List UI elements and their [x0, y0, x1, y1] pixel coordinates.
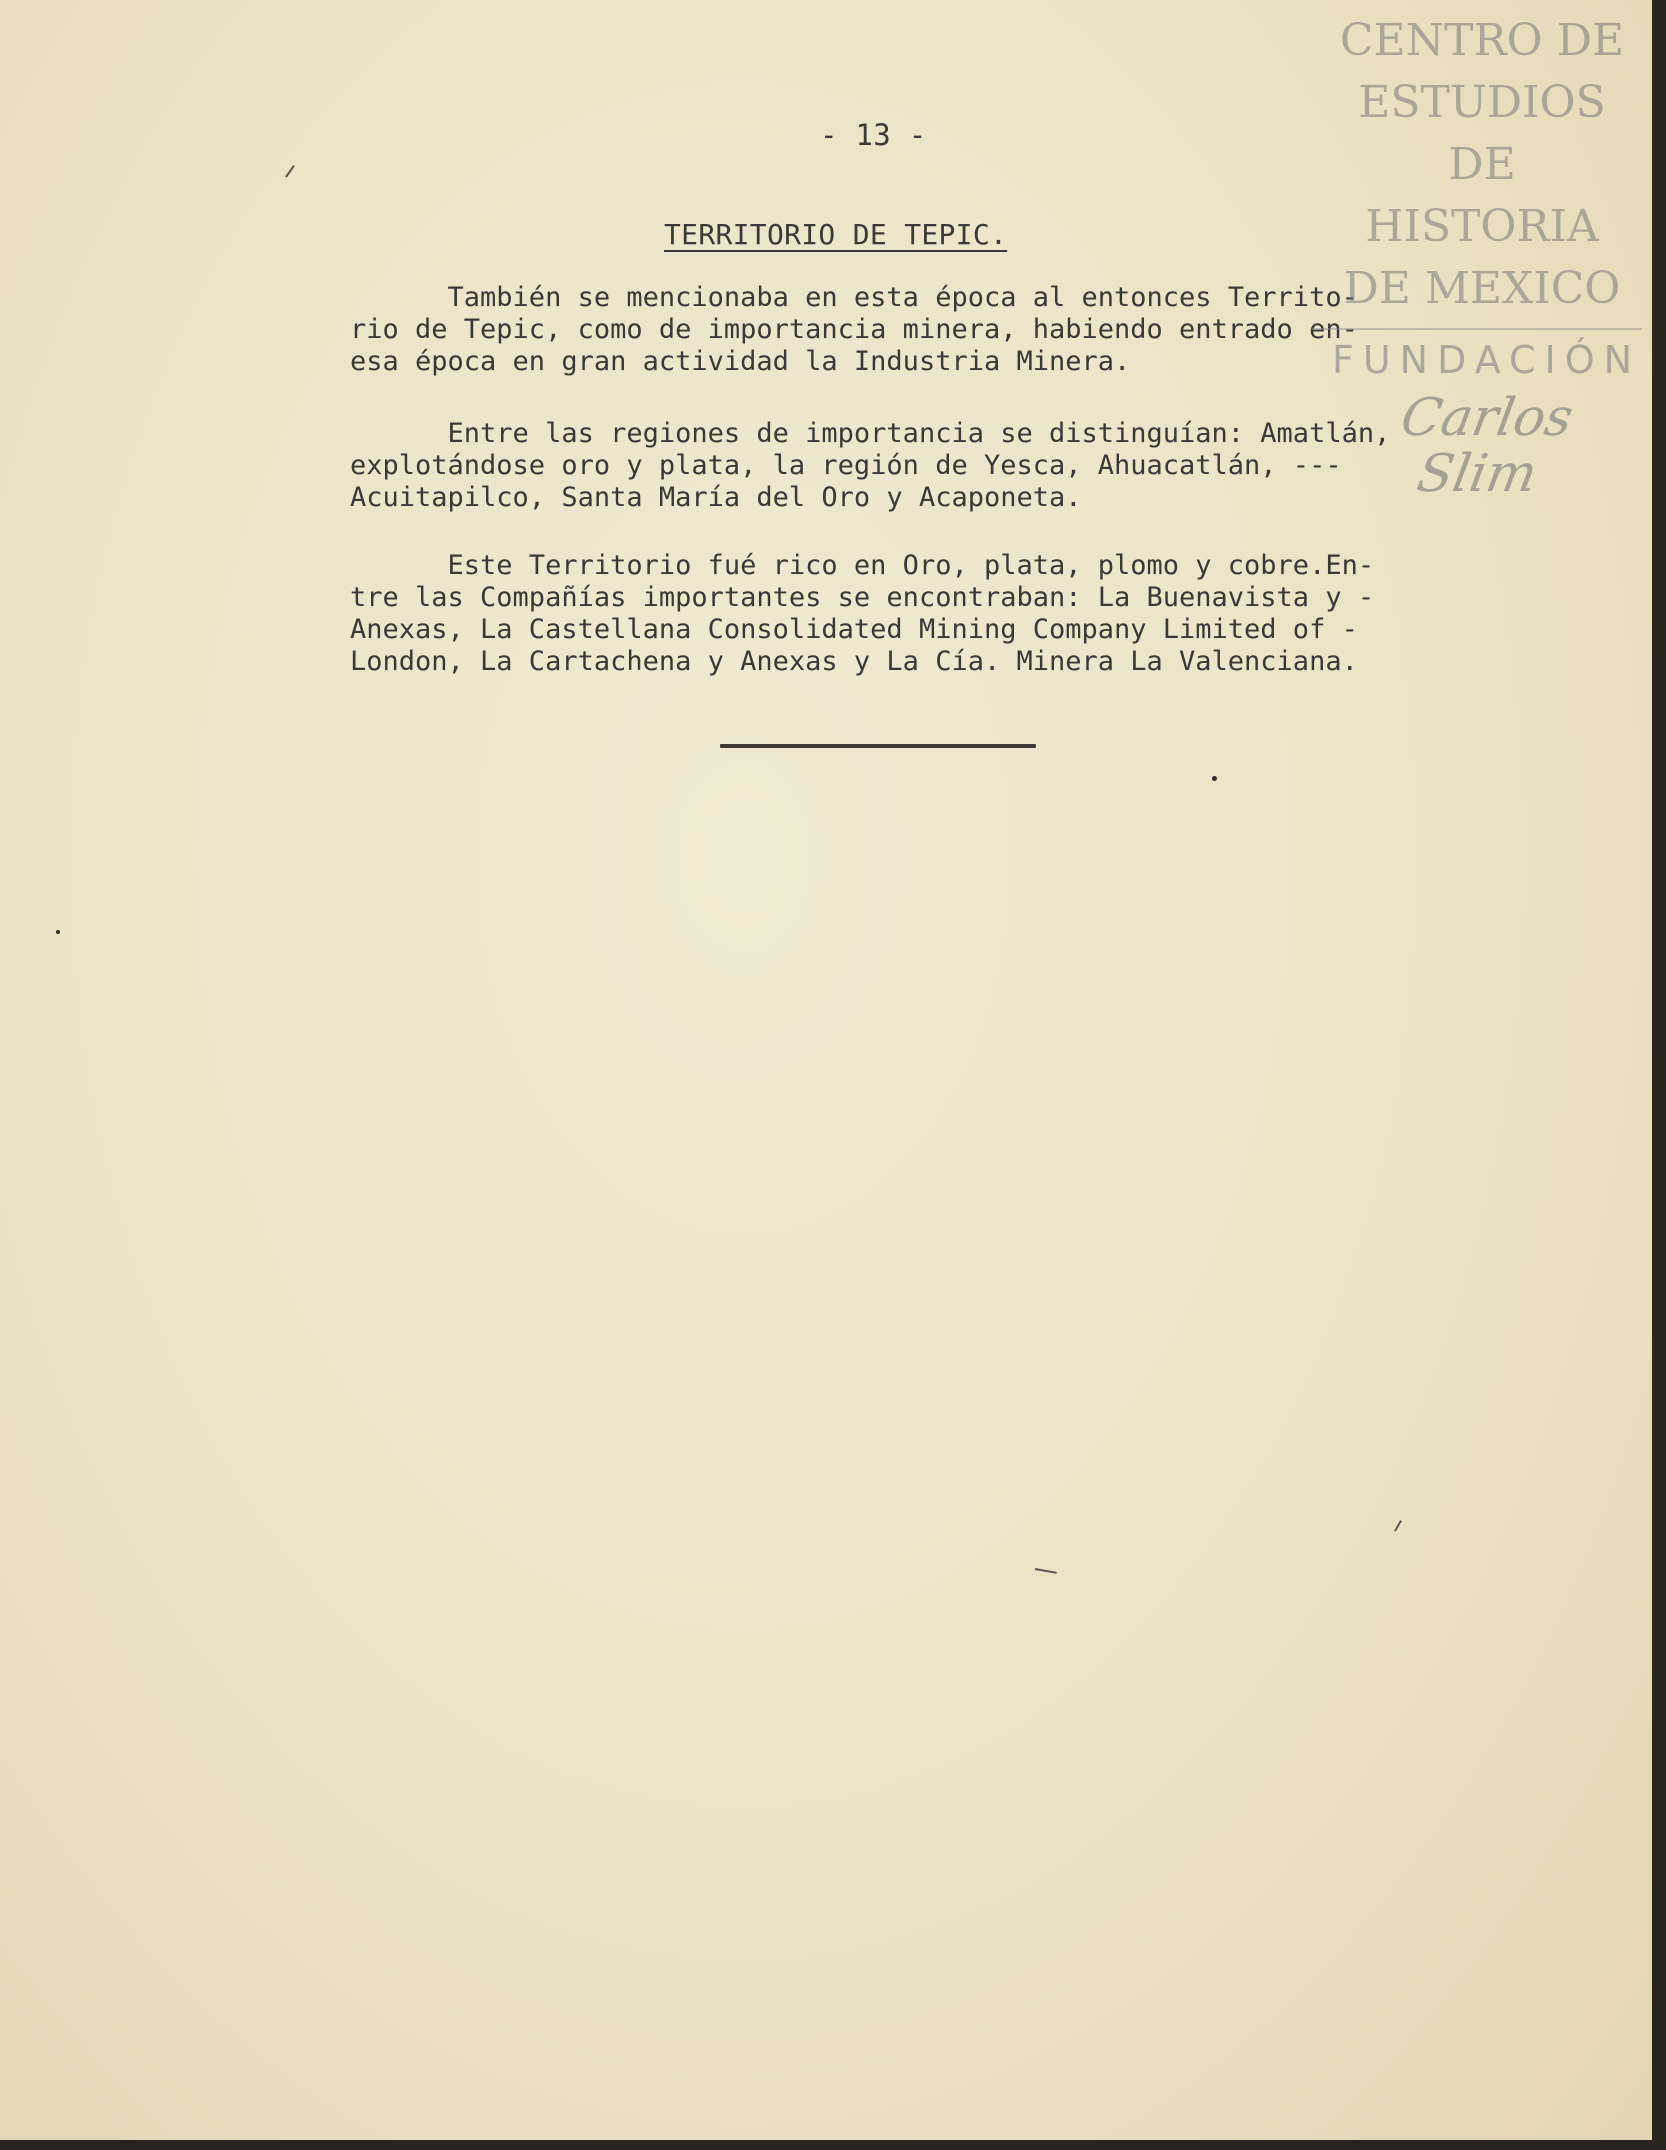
paragraph-3: [350, 550, 1610, 678]
watermark-line: CENTRO DE: [1339, 15, 1625, 66]
page-number: - 13 -: [820, 118, 927, 152]
paper-speck: [56, 930, 60, 934]
watermark-line: ESTUDIOS: [1358, 77, 1606, 128]
paragraph-line: Entre las regiones de importancia se distinguían: Amatlán,: [350, 418, 1391, 449]
section-divider: [720, 744, 1036, 748]
paragraph-line: esa época en gran actividad la Industria Minera.: [350, 346, 1131, 377]
paper-mark: [285, 165, 295, 178]
paper-mark: [1394, 1520, 1402, 1531]
watermark-signature: Carlos Slim: [1396, 388, 1578, 504]
paragraph-line: También se mencionaba en esta época al entonces Territo-: [350, 282, 1358, 313]
watermark-line: DE MEXICO: [1343, 263, 1621, 314]
archive-watermark: [1332, 10, 1642, 504]
paragraph-line: Este Territorio fué rico en Oro, plata, plomo y cobre.En-: [350, 550, 1375, 581]
scan-edge: [0, 2140, 1666, 2150]
section-title: TERRITORIO DE TEPIC.: [664, 218, 1008, 251]
paper-speck: [1212, 776, 1217, 781]
paragraph-line: Anexas, La Castellana Consolidated Mining Company Limited of -: [350, 614, 1358, 645]
paragraph-line: explotándose oro y plata, la región de Yesca, Ahuacatlán, ---: [350, 450, 1342, 481]
watermark-foundation: FUNDACIÓN: [1332, 338, 1642, 382]
paragraph-line: London, La Cartachena y Anexas y La Cía. Minera La Valenciana.: [350, 646, 1358, 677]
watermark-line: DE HISTORIA: [1365, 139, 1599, 252]
paragraph-line: tre las Compañías importantes se encontraban: La Buenavista y -: [350, 582, 1375, 613]
paragraph-line: rio de Tepic, como de importancia minera, habiendo entrado en-: [350, 314, 1358, 345]
paragraph-line: Acuitapilco, Santa María del Oro y Acaponeta.: [350, 482, 1082, 513]
scan-edge: [1652, 0, 1666, 2150]
paper-mark: [1035, 1568, 1057, 1574]
